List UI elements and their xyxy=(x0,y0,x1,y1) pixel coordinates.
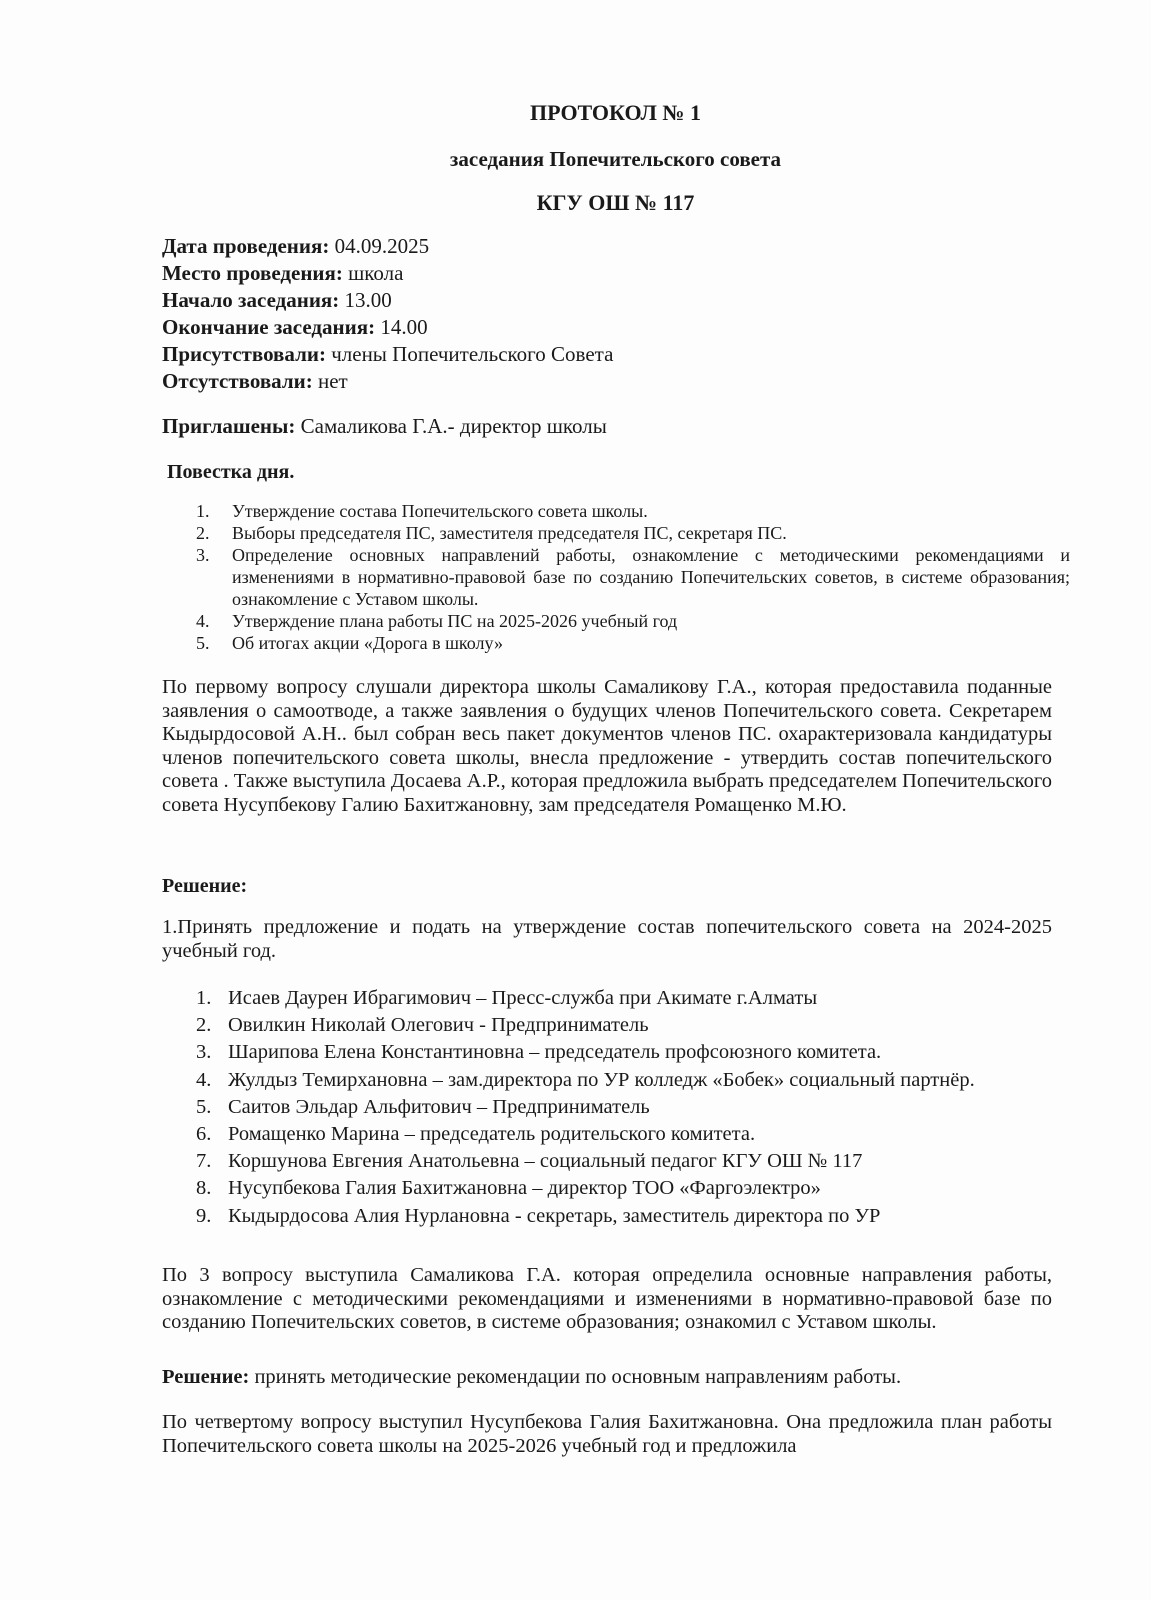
member-text: Исаев Даурен Ибрагимович – Пресс-служба при Акимате г.Алматы xyxy=(228,987,818,1009)
meeting-present-value: члены Попечительского Совета xyxy=(325,342,614,366)
member-item xyxy=(190,1012,990,1039)
member-number: 5. xyxy=(196,1095,212,1118)
protocol-subtitle: заседания Попечительского совета xyxy=(449,147,782,171)
member-number: 6. xyxy=(196,1123,212,1146)
member-text: Овилкин Николай Олегович - Предприниматель xyxy=(228,1014,649,1037)
member-item xyxy=(190,1121,990,1148)
meeting-start-label: Начало заседания: xyxy=(162,288,340,312)
fourth-question-paragraph: По четвертому вопросу выступил Нусупбекова Галия Бахитжановна. Она предложила план работы Попечительского совета школы на 2025-2026 учебный год и предложила xyxy=(162,1411,1052,1457)
member-item xyxy=(190,1203,990,1230)
agenda-item xyxy=(190,544,1070,610)
agenda-item-number: 2. xyxy=(196,523,210,543)
agenda-item-number: 3. xyxy=(196,545,210,565)
first-question-paragraph: По первому вопросу слушали директора школы Самаликову Г.А., которая предоставила поданные заявления о самоотводе, а также заявления о будущих членов Попечительского совета. Секретарем Кыдырдосовой А.Н.. был собран весь пакет документов членов ПС. охарактеризовала кандидатуры членов попечительского совета школы, внесла предложение - утвердить состав попечительского совета . Также выступила Досаева А.Р., которая предложила выбрать председателем Попечительского совета Нусупбекову Галию Бахитжановну, зам председателя Ромащенко М.Ю. xyxy=(162,676,1052,816)
agenda-item xyxy=(190,522,1070,544)
member-number: 1. xyxy=(196,987,212,1009)
agenda-item-text: Определение основных направлений работы, ознакомление с методическими рекомендациями и изменениями в нормативно-правовой базе по созданию Попечительских советов, в системе образования; ознакомление с Уставом школы. xyxy=(232,545,1070,609)
member-text: Коршунова Евгения Анатольевна – социальный педагог КГУ ОШ № 117 xyxy=(228,1150,863,1173)
agenda-item-number: 5. xyxy=(196,633,210,653)
meeting-end xyxy=(162,314,1062,341)
member-number: 8. xyxy=(196,1177,212,1200)
meeting-date xyxy=(162,233,1062,260)
agenda-item-number: 1. xyxy=(196,501,210,521)
invited-label: Приглашены: xyxy=(162,414,296,438)
invited-value: Самаликова Г.А.- директор школы xyxy=(295,414,607,438)
meeting-absent-value: нет xyxy=(312,369,348,393)
agenda-item xyxy=(190,610,1070,632)
member-item xyxy=(190,985,990,1012)
decision-title: Решение: xyxy=(162,875,248,897)
meeting-start-value: 13.00 xyxy=(339,288,392,312)
agenda-item xyxy=(190,500,1070,522)
second-decision-label: Решение: xyxy=(162,1366,250,1388)
member-number: 7. xyxy=(196,1150,212,1173)
member-text: Нусупбекова Галия Бахитжановна – директор ТОО «Фаргоэлектро» xyxy=(228,1177,821,1200)
member-item xyxy=(190,1067,990,1094)
meeting-place-label: Место проведения: xyxy=(162,261,343,285)
third-question-paragraph: По 3 вопросу выступила Самаликова Г.А. которая определила основные направления работы, ознакомление с методическими рекомендациями и изменениями в нормативно-правовой базе по созданию Попечительских советов, в системе образования; ознакомил с Уставом школы. xyxy=(162,1264,1052,1334)
agenda-list xyxy=(190,500,1070,654)
member-item xyxy=(190,1148,990,1175)
meeting-date-value: 04.09.2025 xyxy=(329,234,430,258)
member-number: 9. xyxy=(196,1204,212,1227)
invited-line xyxy=(162,413,607,440)
meeting-absent xyxy=(162,368,1062,395)
member-text: Кыдырдосова Алия Нурлановна - секретарь, заместитель директора по УР xyxy=(228,1204,881,1227)
member-number: 3. xyxy=(196,1041,212,1064)
meeting-date-label: Дата проведения: xyxy=(162,234,330,258)
agenda-item-text: Об итогах акции «Дорога в школу» xyxy=(232,633,503,653)
meeting-place xyxy=(162,260,1062,287)
agenda-item xyxy=(190,632,1070,654)
member-item xyxy=(190,1175,990,1202)
council-members-list xyxy=(190,985,990,1230)
member-text: Шарипова Елена Константиновна – председатель профсоюзного комитета. xyxy=(228,1041,882,1064)
member-number: 4. xyxy=(196,1068,212,1091)
member-item xyxy=(190,1039,990,1066)
agenda-title: Повестка дня. xyxy=(167,461,295,483)
meeting-present xyxy=(162,341,1062,368)
member-text: Ромащенко Марина – председатель родительского комитета. xyxy=(228,1123,756,1146)
protocol-title: ПРОТОКОЛ № 1 xyxy=(530,100,701,125)
agenda-item-number: 4. xyxy=(196,611,210,631)
second-decision-text: принять методические рекомендации по основным направлениям работы. xyxy=(249,1366,902,1388)
organization-name: КГУ ОШ № 117 xyxy=(536,190,695,215)
member-text: Саитов Эльдар Альфитович – Предприниматель xyxy=(228,1095,650,1118)
agenda-item-text: Утверждение плана работы ПС на 2025-2026 учебный год xyxy=(232,611,678,631)
member-number: 2. xyxy=(196,1014,212,1037)
meeting-start xyxy=(162,287,1062,314)
decision-paragraph: 1.Принять предложение и подать на утверждение состав попечительского совета на 2024-2025 учебный год. xyxy=(162,916,1052,962)
member-text: Жулдыз Темирхановна – зам.директора по УР колледж «Бобек» социальный партнёр. xyxy=(228,1068,975,1091)
meeting-end-value: 14.00 xyxy=(375,315,428,339)
meeting-present-label: Присутствовали: xyxy=(162,342,326,366)
second-decision xyxy=(162,1365,1052,1389)
member-item xyxy=(190,1094,990,1121)
agenda-item-text: Выборы председателя ПС, заместителя председателя ПС, секретаря ПС. xyxy=(232,523,787,543)
meeting-place-value: школа xyxy=(342,261,404,285)
meeting-details xyxy=(162,233,1062,395)
meeting-absent-label: Отсутствовали: xyxy=(162,369,313,393)
meeting-end-label: Окончание заседания: xyxy=(162,315,376,339)
agenda-item-text: Утверждение состава Попечительского совета школы. xyxy=(232,501,648,521)
